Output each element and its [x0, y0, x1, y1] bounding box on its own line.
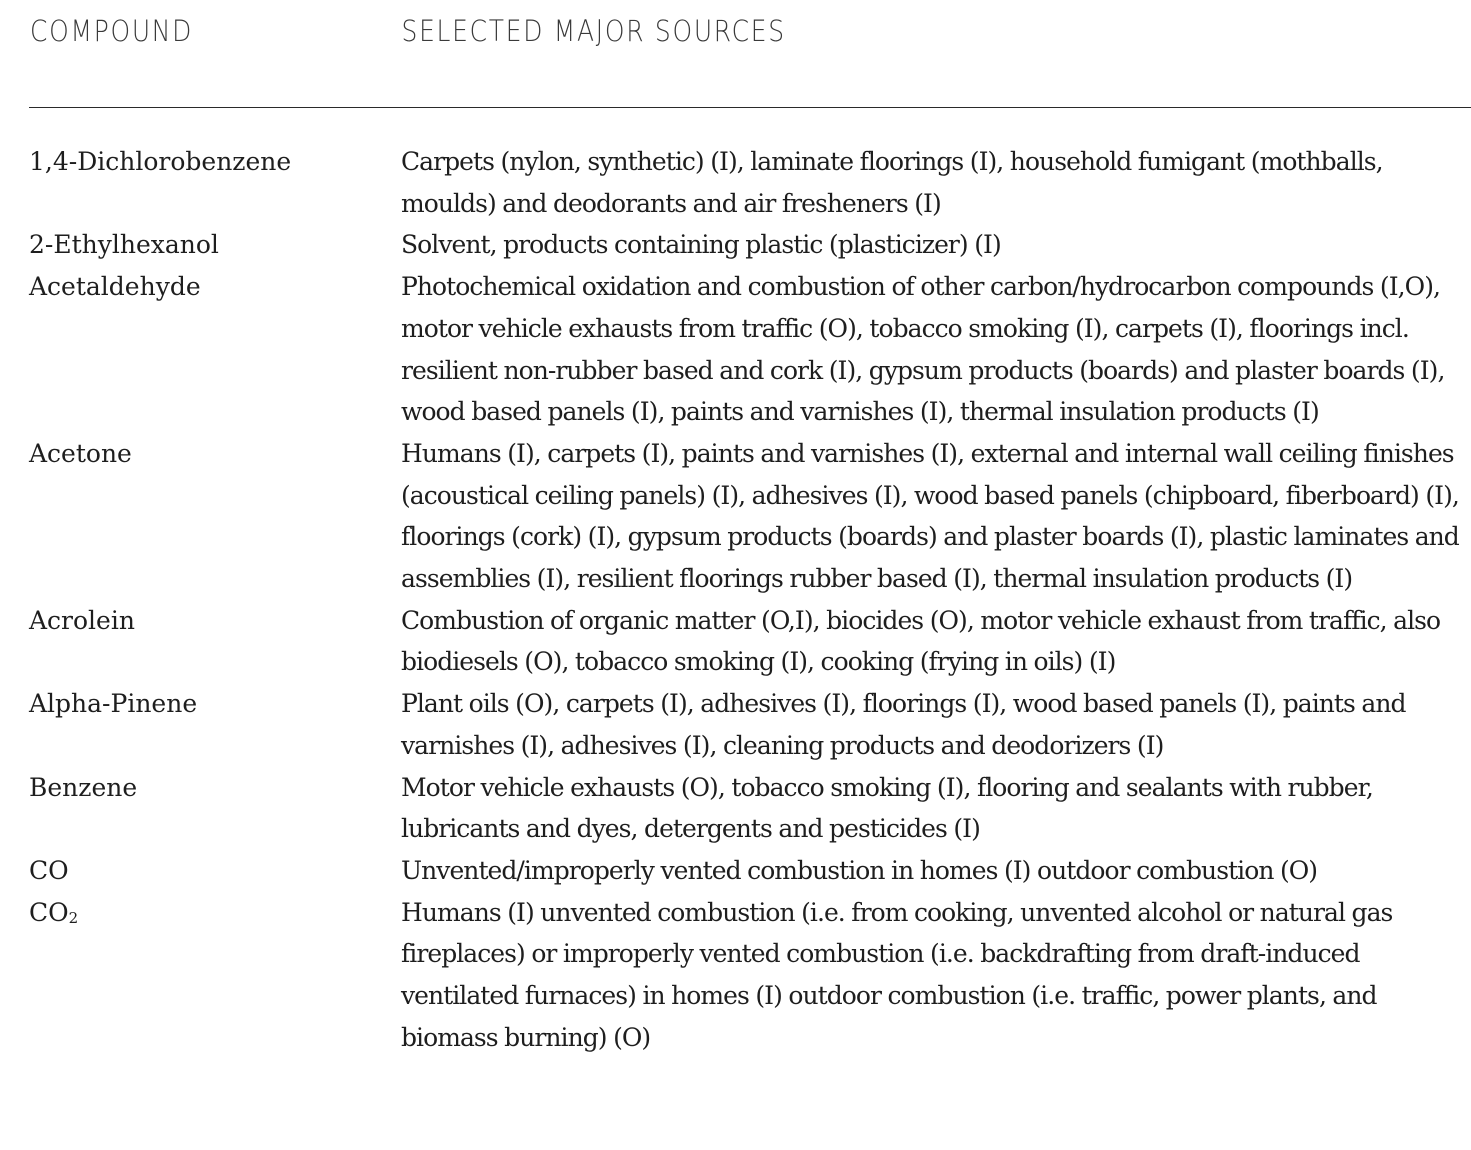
header-divider: [29, 107, 1471, 108]
compound-sources: Motor vehicle exhausts (O), tobacco smoking (I), flooring and sealants with rubber, lubricants and dyes, detergents and pesticides (I): [401, 772, 1373, 844]
compound-sources: Photochemical oxidation and combustion of other carbon/hydrocarbon compounds (I,O), motor vehicle exhausts from traffic (O), tobacco smoking (I), carpets (I), floorings incl. resilient non-rubber based and cork (I), gypsum products (boards) and plaster boards (I), wood based panels (I), paints and varnishes (I), thermal insulation products (I): [401, 272, 1445, 427]
table-row: [29, 683, 1471, 766]
compound-sources: Unvented/improperly vented combustion in homes (I) outdoor combustion (O): [401, 855, 1318, 885]
compound-name: 2-Ethylhexanol: [29, 230, 219, 260]
compound-name: 1,4-Dichlorobenzene: [29, 147, 292, 176]
compound-sources-table: [29, 141, 1471, 1058]
compound-name: Acrolein: [29, 605, 135, 635]
table-header: [30, 14, 1269, 58]
sources-column-header: SELECTED MAJOR SOURCES: [401, 14, 786, 48]
table-row: [29, 892, 1471, 1059]
compound-sources: Carpets (nylon, synthetic) (I), laminate floorings (I), household fumigant (mothballs, moulds) and deodorants and air fresheners (I): [401, 147, 1383, 218]
compound-column-header: COMPOUND: [30, 14, 194, 48]
compound-sources: Solvent, products containing plastic (plasticizer) (I): [401, 230, 1001, 260]
compound-name: Alpha-Pinene: [29, 689, 198, 719]
compound-name: Acetaldehyde: [29, 272, 201, 302]
table-row: [29, 141, 1471, 224]
compound-subscript: 2: [68, 908, 79, 927]
compound-name: CO: [29, 855, 69, 885]
table-row: [29, 767, 1471, 850]
table-row: [29, 266, 1471, 433]
compound-sources: Plant oils (O), carpets (I), adhesives (I), floorings (I), wood based panels (I), paints and varnishes (I), adhesives (I), cleaning products and deodorizers (I): [401, 689, 1406, 760]
compound-name: Benzene: [29, 772, 138, 802]
compound-formula: CO: [29, 897, 69, 927]
table-row: [29, 224, 1471, 266]
compound-sources: Combustion of organic matter (O,I), biocides (O), motor vehicle exhaust from traffic, also biodiesels (O), tobacco smoking (I), cooking (frying in oils) (I): [401, 605, 1441, 677]
compound-name: Acetone: [29, 438, 132, 468]
table-row: [29, 433, 1471, 600]
table-row: [29, 850, 1471, 892]
compound-name-with-subscript: [29, 892, 401, 1059]
table-row: [29, 600, 1471, 683]
compound-sources: Humans (I) unvented combustion (i.e. from cooking, unvented alcohol or natural gas fireplaces) or improperly vented combustion (i.e. backdrafting from draft-induced ventilated furnaces) in homes (I) outdoor combustion (i.e. traffic, power plants, and biomass burning) (O): [401, 897, 1393, 1052]
compound-sources: Humans (I), carpets (I), paints and varnishes (I), external and internal wall ceiling finishes (acoustical ceiling panels) (I), adhesives (I), wood based panels (chipboard, fiberboard) (I), floorings (cork) (I), gypsum products (boards) and plaster boards (I), plastic laminates and assemblies (I), resilient floorings rubber based (I), thermal insulation products (I): [401, 438, 1459, 594]
